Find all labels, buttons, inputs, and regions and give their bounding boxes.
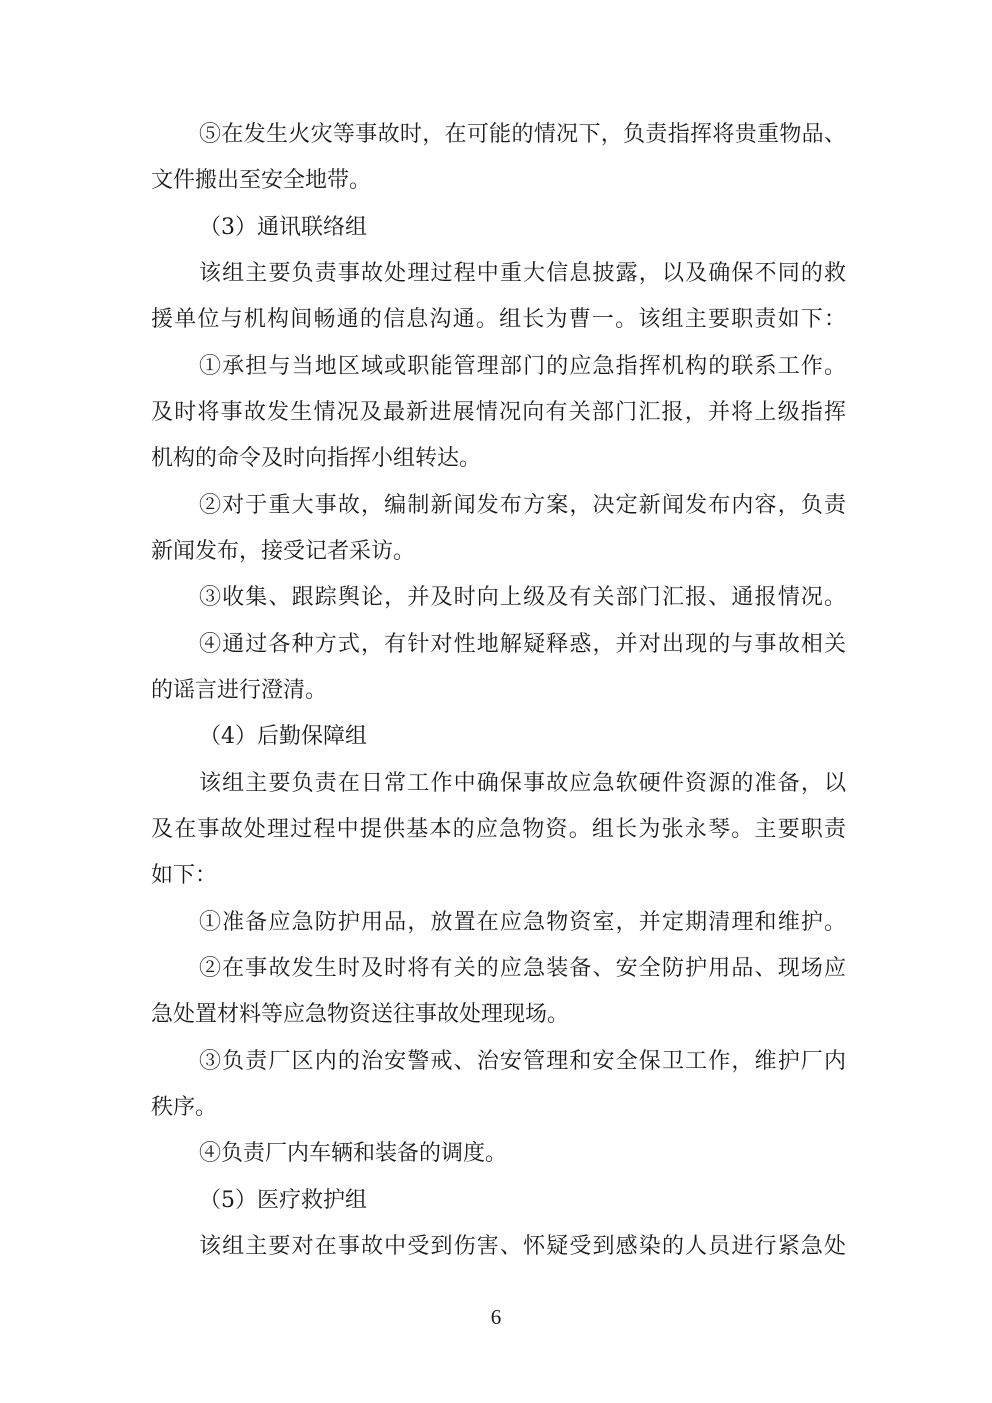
text-line: 机构的命令及时向指挥小组转达。 [151,446,482,471]
text-line: ①承担与当地区域或职能管理部门的应急指挥机构的联系工作。 [199,354,846,379]
text-line: ①准备应急防护用品，放置在应急物资室，并定期清理和维护。 [199,910,846,935]
text-line: ③负责厂区内的治安警戒、治安管理和安全保卫工作，维护厂内 [199,1049,846,1074]
section-heading: （5）医疗救护组 [199,1188,367,1213]
text-line: ②对于重大事故，编制新闻发布方案，决定新闻发布内容，负责 [199,493,846,518]
text-line: ⑤在发生火灾等事故时，在可能的情况下，负责指挥将贵重物品、 [199,122,846,147]
section-heading: （3）通讯联络组 [199,215,367,240]
text-line: 该组主要负责在日常工作中确保事故应急软硬件资源的准备，以 [199,771,846,796]
text-line: 援单位与机构间畅通的信息沟通。组长为曹一。该组主要职责如下： [151,307,846,332]
text-line: 如下： [151,863,218,888]
section-heading: （4）后勤保障组 [199,724,367,749]
text-line: 文件搬出至安全地带。 [151,168,372,193]
text-line: 该组主要负责事故处理过程中重大信息披露，以及确保不同的救 [199,261,846,286]
text-line: 及时将事故发生情况及最新进展情况向有关部门汇报，并将上级指挥 [151,400,846,425]
text-line: 新闻发布，接受记者采访。 [151,539,416,564]
text-line: 急处置材料等应急物资送往事故处理现场。 [151,1002,570,1027]
text-line: ②在事故发生时及时将有关的应急装备、安全防护用品、现场应 [199,956,846,981]
text-line: 及在事故处理过程中提供基本的应急物资。组长为张永琴。主要职责 [151,817,846,842]
text-line: ④通过各种方式，有针对性地解疑释惑，并对出现的与事故相关 [199,632,846,657]
text-line: ③收集、跟踪舆论，并及时向上级及有关部门汇报、通报情况。 [199,585,846,610]
text-line: 的谣言进行澄清。 [151,678,328,703]
text-line: 秩序。 [151,1095,218,1120]
text-line: 该组主要对在事故中受到伤害、怀疑受到感染的人员进行紧急处 [199,1234,846,1259]
text-line: ④负责厂内车辆和装备的调度。 [199,1141,508,1166]
page-number: 6 [490,1305,502,1329]
